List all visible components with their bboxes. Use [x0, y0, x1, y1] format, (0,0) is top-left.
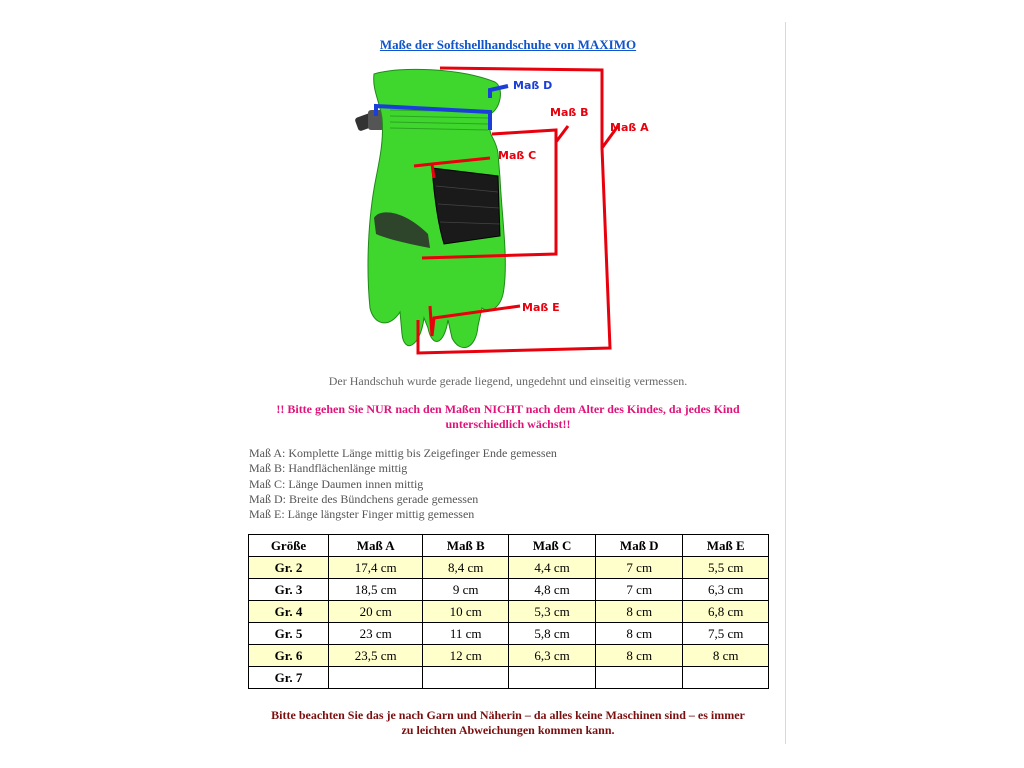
- deviation-notice-line-2: zu leichten Abweichungen kommen kann.: [401, 723, 615, 737]
- table-cell: 7,5 cm: [683, 623, 769, 645]
- wrist-clip: [354, 110, 384, 132]
- header-groesse: Größe: [249, 535, 329, 557]
- table-cell: 5,8 cm: [508, 623, 595, 645]
- measure-descriptions: [249, 446, 769, 522]
- age-warning-line-2: unterschiedlich wächst!!: [445, 417, 571, 431]
- table-cell: 8 cm: [596, 601, 683, 623]
- table-cell: 6,3 cm: [508, 645, 595, 667]
- table-row: [249, 557, 769, 579]
- table-cell: Gr. 5: [249, 623, 329, 645]
- table-cell: 8 cm: [683, 645, 769, 667]
- label-mass-d: Maß D: [513, 79, 553, 92]
- table-cell: 8 cm: [596, 623, 683, 645]
- label-mass-b: Maß B: [550, 106, 589, 119]
- table-cell: 8 cm: [596, 645, 683, 667]
- table-cell: 6,8 cm: [683, 601, 769, 623]
- table-cell: 9 cm: [423, 579, 509, 601]
- measure-desc-a: Maß A: Komplette Länge mittig bis Zeigefinger Ende gemessen: [249, 446, 557, 460]
- table-cell: 7 cm: [596, 579, 683, 601]
- table-cell: [596, 667, 683, 689]
- table-cell: [508, 667, 595, 689]
- table-cell: 5,5 cm: [683, 557, 769, 579]
- age-warning-line-1: !! Bitte gehen Sie NUR nach den Maßen NICHT nach dem Alter des Kindes, da jedes Kind: [276, 402, 740, 416]
- table-cell: 23 cm: [329, 623, 423, 645]
- table-cell: 20 cm: [329, 601, 423, 623]
- label-mass-c: Maß C: [498, 149, 537, 162]
- table-cell: 8,4 cm: [423, 557, 509, 579]
- size-table: [248, 534, 769, 689]
- measure-desc-d: Maß D: Breite des Bündchens gerade gemessen: [249, 491, 479, 506]
- table-cell: 18,5 cm: [329, 579, 423, 601]
- header-mass-b: Maß B: [423, 535, 509, 557]
- table-cell: 10 cm: [423, 601, 509, 623]
- table-cell: Gr. 2: [249, 557, 329, 579]
- age-warning: [248, 402, 768, 432]
- table-cell: [423, 667, 509, 689]
- table-cell: Gr. 4: [249, 601, 329, 623]
- table-cell: Gr. 6: [249, 645, 329, 667]
- deviation-notice-line-1: Bitte beachten Sie das je nach Garn und Näherin – da alles keine Maschinen sind – es immer: [271, 708, 745, 722]
- table-cell: [329, 667, 423, 689]
- table-cell: [683, 667, 769, 689]
- measure-desc-b: Maß B: Handflächenlänge mittig: [249, 461, 408, 476]
- measure-desc-c: Maß C: Länge Daumen innen mittig: [249, 476, 424, 491]
- table-cell: 23,5 cm: [329, 645, 423, 667]
- glove-diagram: [340, 58, 680, 363]
- measure-desc-e: Maß E: Länge längster Finger mittig gemessen: [249, 507, 475, 522]
- measurement-note: Der Handschuh wurde gerade liegend, ungedehnt und einseitig vermessen.: [328, 374, 688, 388]
- header-mass-e: Maß E: [683, 535, 769, 557]
- table-cell: 7 cm: [596, 557, 683, 579]
- page-title: Maße der Softshellhandschuhe von MAXIMO: [379, 37, 637, 52]
- header-mass-d: Maß D: [596, 535, 683, 557]
- label-mass-a: Maß A: [610, 121, 649, 134]
- label-mass-e: Maß E: [522, 301, 560, 314]
- page-divider: [785, 22, 786, 744]
- size-table-header: [249, 535, 769, 557]
- table-cell: Gr. 7: [249, 667, 329, 689]
- deviation-notice: [238, 708, 778, 738]
- table-cell: 5,3 cm: [508, 601, 595, 623]
- table-row: [249, 667, 769, 689]
- table-row: [249, 645, 769, 667]
- table-row: [249, 579, 769, 601]
- header-mass-c: Maß C: [508, 535, 595, 557]
- table-cell: Gr. 3: [249, 579, 329, 601]
- table-cell: 12 cm: [423, 645, 509, 667]
- table-cell: 4,8 cm: [508, 579, 595, 601]
- table-cell: 11 cm: [423, 623, 509, 645]
- table-cell: 4,4 cm: [508, 557, 595, 579]
- table-row: [249, 601, 769, 623]
- header-mass-a: Maß A: [329, 535, 423, 557]
- table-cell: 6,3 cm: [683, 579, 769, 601]
- table-cell: 17,4 cm: [329, 557, 423, 579]
- table-row: [249, 623, 769, 645]
